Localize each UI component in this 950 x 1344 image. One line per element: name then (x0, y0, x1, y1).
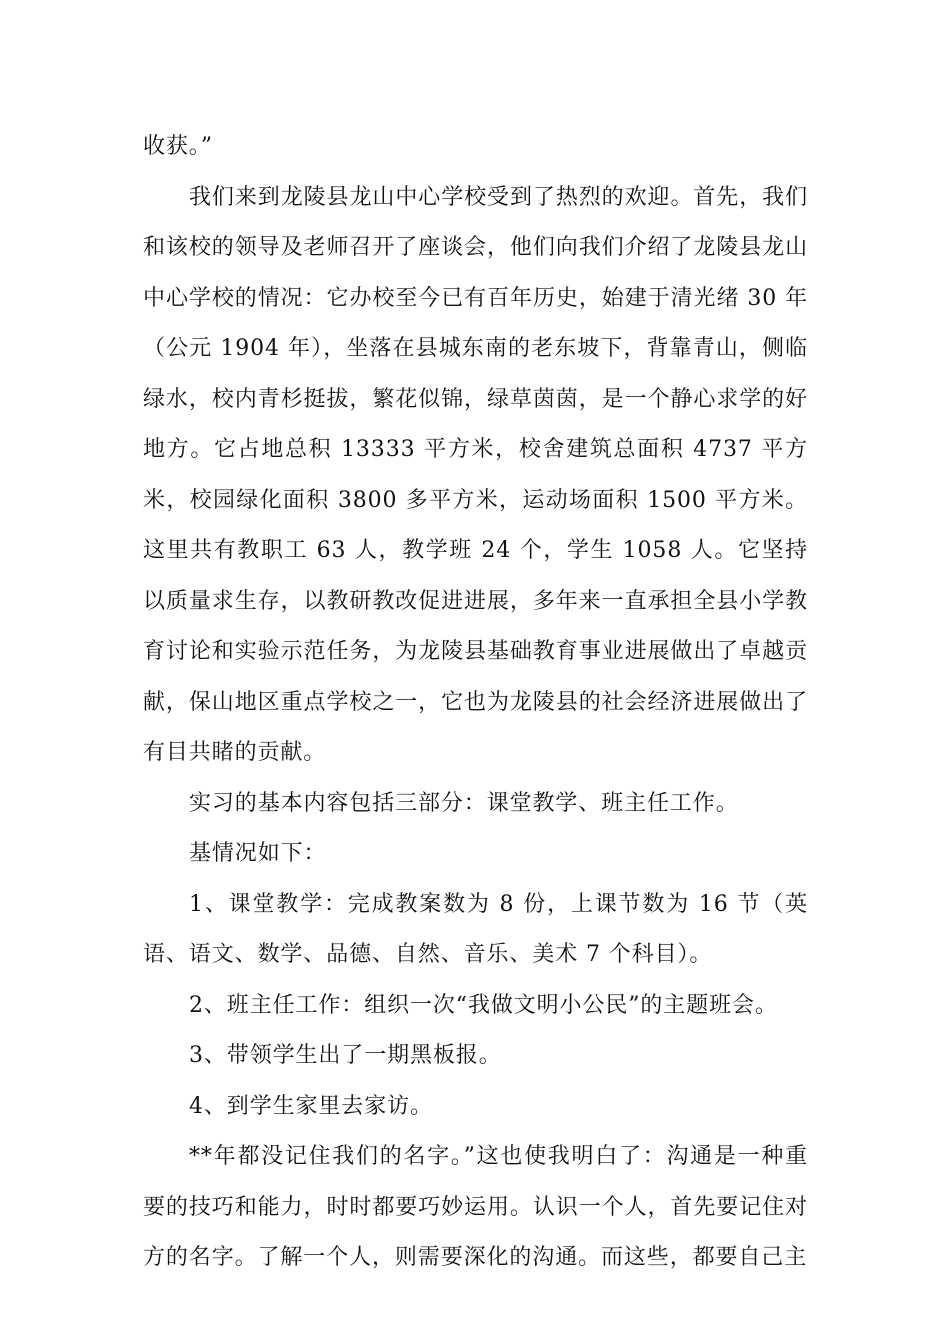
list-item-head-teacher-work: 2、班主任工作：组织一次“我做文明小公民”的主题班会。 (189, 992, 778, 1018)
list-item-classroom-teaching: 1、课堂教学：完成教案数为 8 份，上课节数为 16 节（英语、语文、数学、品德、自然、音乐、美术 7 个科目）。 (143, 891, 808, 967)
paragraph-communication: **年都没记住我们的名字。”这也使我明白了：沟通是一种重要的技巧和能力，时时都要巧妙运用。认识一个人，首先要记住对方的名字。了解一个人，则需要深化的沟通。而这些，都要自己主 (143, 1144, 808, 1270)
paragraph-internship-content: 实习的基本内容包括三部分：课堂教学、班主任工作。 (189, 790, 739, 816)
paragraph-basic-situation: 基情况如下： (189, 841, 327, 866)
list-item-blackboard: 3、带领学生出了一期黑板报。 (189, 1043, 502, 1068)
paragraph-continuation: 收获。” (143, 134, 213, 159)
body-text (143, 122, 808, 1284)
paragraph-school-intro: 我们来到龙陵县龙山中心学校受到了热烈的欢迎。首先，我们和该校的领导及老师召开了座谈会，他们向我们介绍了龙陵县龙山中心学校的情况：它办校至今已有百年历史，始建于清光绪 30 年（公元 1904 年），坐落在县城东南的老东坡下，背靠青山，侧临绿水，校内青杉挺拔，繁花似锦，绿草茵茵，是一个静心求学的好地方。它占地总积 13333 平方米，校舍建筑总面积 4737 平方米，校园绿化面积 3800 多平方米，运动场面积 1500 平方米。这里共有教职工 63 人，教学班 24 个，学生 1058 人。它坚持以质量求生存，以教研教改促进进展，多年来一直承担全县小学教育讨论和实验示范任务，为龙陵县基础教育事业进展做出了卓越贡献，保山地区重点学校之一，它也为龙陵县的社会经济进展做出了有目共睹的贡献。 (143, 184, 808, 765)
list-item-home-visit: 4、到学生家里去家访。 (189, 1093, 433, 1119)
